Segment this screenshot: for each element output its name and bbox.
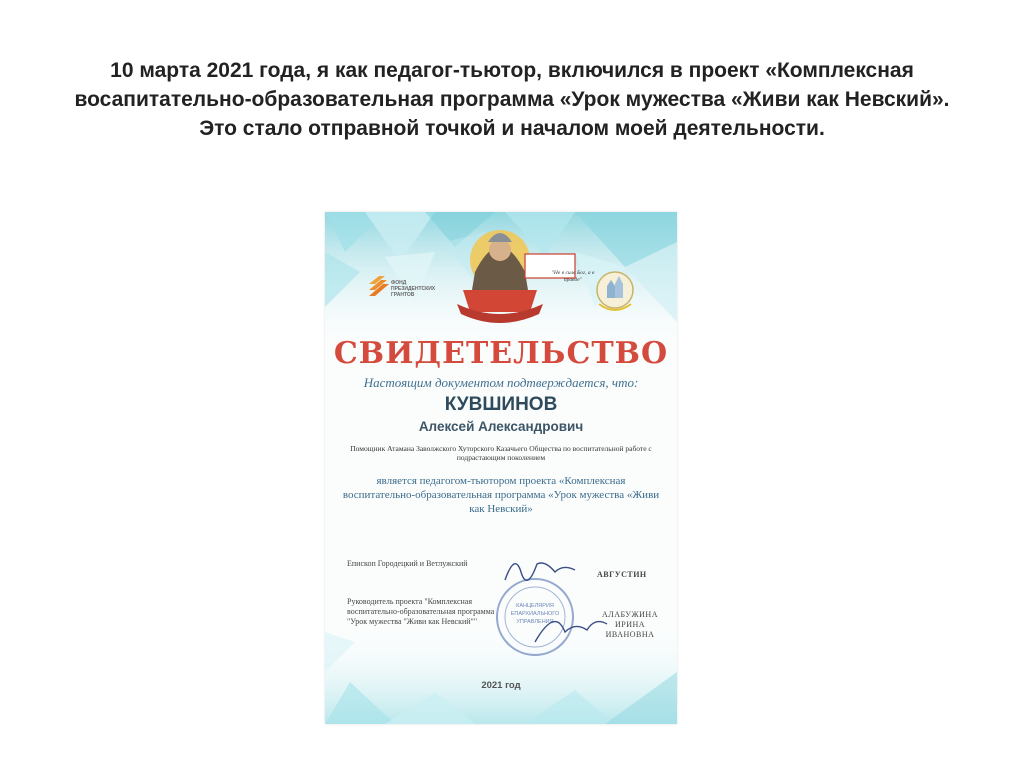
- bottom-geometric-pattern: [325, 632, 677, 724]
- bishop-signature: [505, 563, 575, 580]
- recipient-given-names: Алексей Александрович: [418, 419, 584, 434]
- certificate-image: [325, 212, 677, 724]
- manager-name: АЛАБУЖИНА ИРИНА ИВАНОВНА: [602, 610, 658, 639]
- bishop-label: Епископ Городецкий и Ветлужский: [347, 559, 468, 568]
- confirm-line: Настоящим документом подтверждается, что:: [363, 375, 639, 390]
- svg-text:УПРАВЛЕНИЯ: УПРАВЛЕНИЯ: [516, 619, 554, 625]
- slide-title: 10 марта 2021 года, я как педагог-тьютор, включился в проект «Комплексная восапитательно-образовательная программа «Урок мужества «Живи как Невский». Это стало отправной точкой и началом моей деятельности.: [74, 59, 950, 140]
- recipient-position: Помощник Атамана Заволжского Хуторского Казачьего Общества по воспитательной работе с подрастающим поколением: [350, 444, 652, 462]
- bishop-name: АВГУСТИН: [597, 570, 647, 579]
- manager-label: Руководитель проекта "Комплексная воспитательно-образовательная программа "Урок мужества "Живи как Невский"": [347, 597, 495, 626]
- svg-text:ЕПАРХИАЛЬНОГО: ЕПАРХИАЛЬНОГО: [510, 611, 560, 617]
- tutor-role-text: является педагогом-тьютором проекта «Комплексная воспитательно-образовательная программа «Урок мужества «Живи как Невский»: [342, 475, 660, 515]
- svg-text:КАНЦЕЛЯРИЯ: КАНЦЕЛЯРИЯ: [516, 603, 554, 609]
- emblem-quote: "Не в силе Бог, а в правде": [551, 270, 595, 283]
- certificate-decorations: [325, 212, 677, 724]
- certificate-year: 2021 год: [481, 680, 521, 691]
- fund-logo-label: ФОНД ПРЕЗИДЕНТСКИХ ГРАНТОВ: [391, 280, 436, 298]
- certificate-title: СВИДЕТЕЛЬСТВО: [333, 336, 669, 371]
- recipient-surname: КУВШИНОВ: [444, 394, 558, 415]
